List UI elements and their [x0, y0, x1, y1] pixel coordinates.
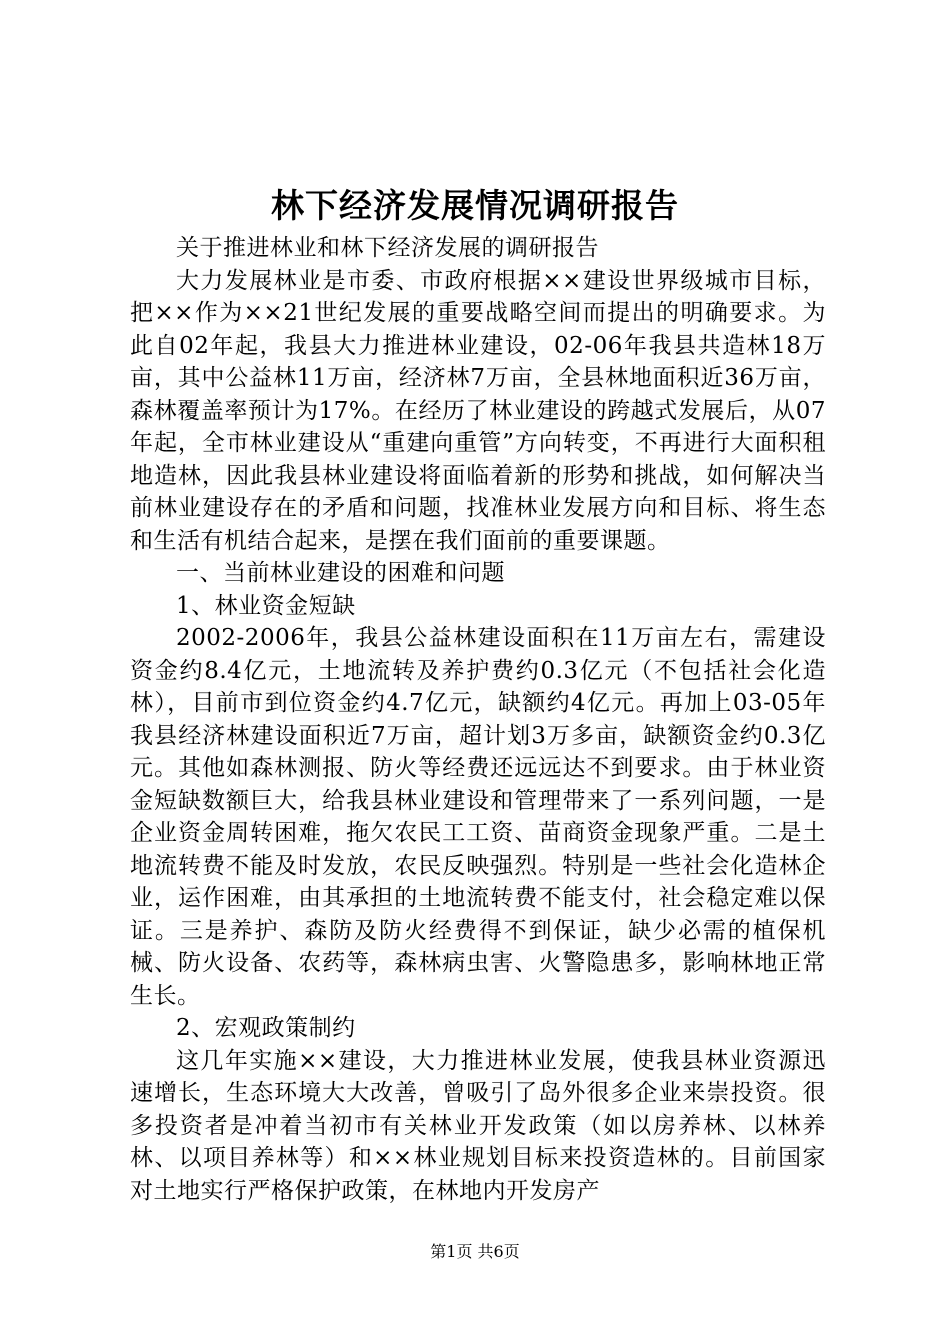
section-heading-1: 一、当前林业建设的困难和问题	[176, 560, 505, 586]
policy-paragraph: 这几年实施××建设，大力推进林业发展，使我县林业资源迅速增长，生态环境大大改善，曾吸引了岛外很多企业来崇投资。很多投资者是冲着当初市有关林业开发政策（如以房养林、以林养林、以项目养林等）和××林业规划目标来投资造林的。目前国家对土地实行严格保护政策，在林地内开发房产	[130, 1047, 826, 1204]
page-footer: 第1页 共6页	[430, 1242, 520, 1261]
document-body	[130, 232, 826, 1207]
subsection-heading-2: 2、宏观政策制约	[176, 1015, 356, 1041]
subtitle-paragraph: 关于推进林业和林下经济发展的调研报告	[176, 235, 599, 261]
intro-paragraph: 大力发展林业是市委、市政府根据××建设世界级城市目标，把××作为××21世纪发展的重要战略空间而提出的明确要求。为此自02年起，我县大力推进林业建设，02-06年我县共造林18万亩，其中公益林11万亩，经济林7万亩，全县林地面积近36万亩，森林覆盖率预计为17%。在经历了林业建设的跨越式发展后，从07年起，全市林业建设从“重建向重管”方向转变，不再进行大面积租地造林，因此我县林业建设将面临着新的形势和挑战，如何解决当前林业建设存在的矛盾和问题，找准林业发展方向和目标、将生态和生活有机结合起来，是摆在我们面前的重要课题。	[130, 267, 826, 554]
document-title: 林下经济发展情况调研报告	[271, 186, 679, 225]
subsection-heading-1: 1、林业资金短缺	[176, 592, 356, 619]
funding-paragraph: 2002-2006年，我县公益林建设面积在11万亩左右，需建设资金约8.4亿元，土地流转及养护费约0.3亿元（不包括社会化造林），目前市到位资金约4.7亿元，缺额约4亿元。再加上03-05年我县经济林建设面积近7万亩，超计划3万多亩，缺额资金约0.3亿元。其他如森林测报、防火等经费还远远达不到要求。由于林业资金短缺数额巨大，给我县林业建设和管理带来了一系列问题，一是企业资金周转困难，拖欠农民工工资、苗商资金现象严重。二是土地流转费不能及时发放，农民反映强烈。特别是一些社会化造林企业，运作困难，由其承担的土地流转费不能支付，社会稳定难以保证。三是养护、森防及防火经费得不到保证，缺少必需的植保机械、防火设备、农药等，森林病虫害、火警隐患多，影响林地正常生长。	[130, 625, 827, 1009]
